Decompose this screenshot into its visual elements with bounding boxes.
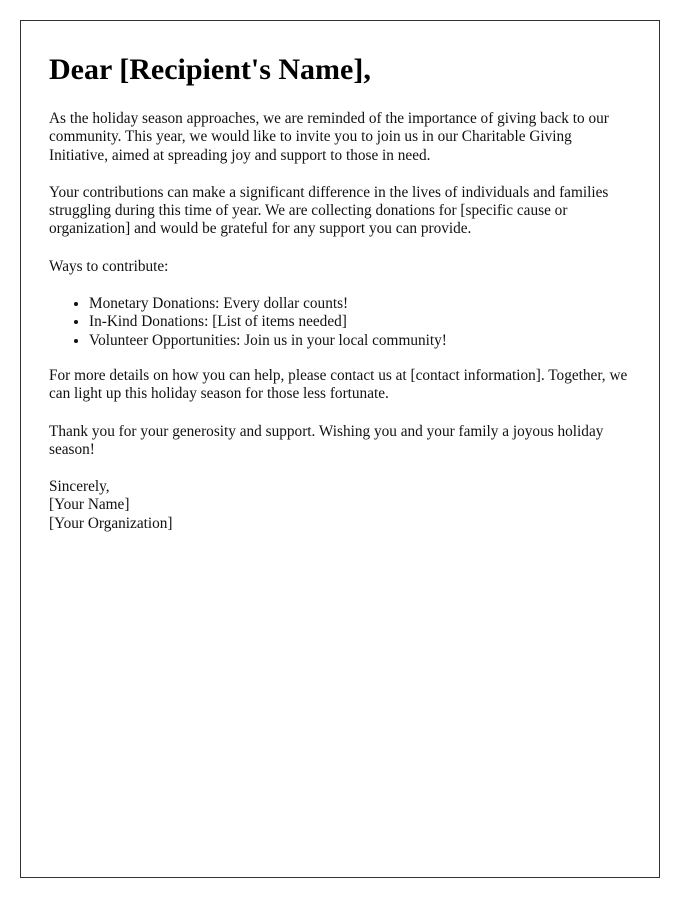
signature-block bbox=[49, 478, 631, 533]
contributions-paragraph: Your contributions can make a significant difference in the lives of individuals and families struggling during this time of year. We are collecting donations for [specific cause or organization] and would be grateful for any support you can provide. bbox=[49, 183, 609, 238]
letter-page bbox=[20, 20, 660, 878]
ways-list-item: • In-Kind Donations: [List of items needed] bbox=[89, 313, 631, 331]
ways-heading: Ways to contribute: bbox=[49, 257, 169, 275]
salutation-heading: Dear [Recipient's Name], bbox=[49, 53, 371, 86]
thanks-paragraph: Thank you for your generosity and support. Wishing you and your family a joyous holiday season! bbox=[49, 422, 604, 458]
closing-text: Sincerely, bbox=[49, 478, 110, 496]
signer-name: [Your Name] bbox=[49, 496, 130, 514]
intro-paragraph: As the holiday season approaches, we are reminded of the importance of giving back to our community. This year, we would like to invite you to join us in our Charitable Giving Initiative, aimed at spreading joy and support to those in need. bbox=[49, 110, 609, 164]
ways-list-item: • Monetary Donations: Every dollar counts! bbox=[89, 295, 631, 313]
contact-paragraph: For more details on how you can help, please contact us at [contact information]. Together, we can light up this holiday season for those less fortunate. bbox=[49, 366, 628, 403]
ways-list bbox=[49, 295, 631, 350]
signer-organization: [Your Organization] bbox=[49, 514, 173, 532]
ways-list-item: • Volunteer Opportunities: Join us in your local community! bbox=[89, 332, 631, 350]
